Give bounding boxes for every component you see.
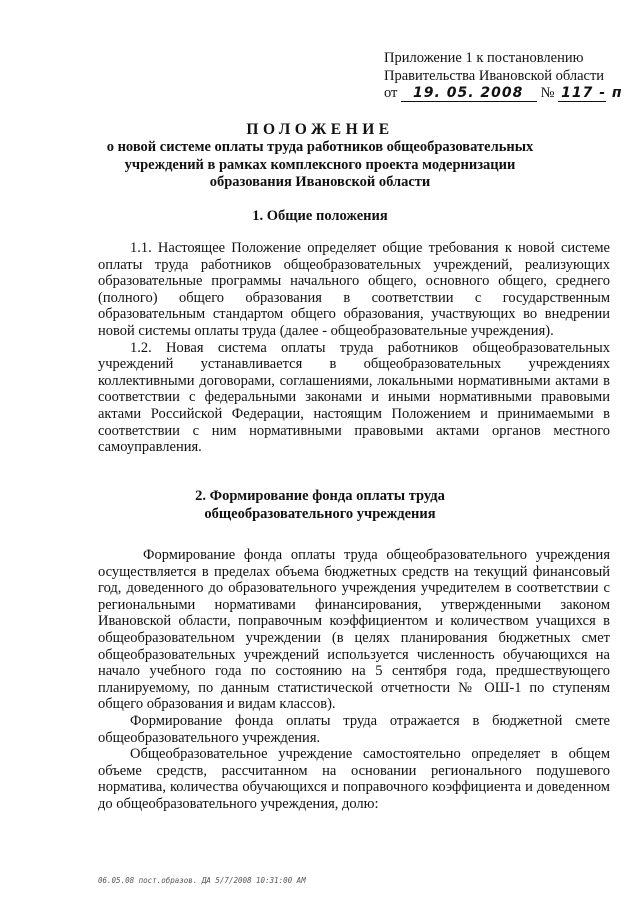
section-2-heading-line-1: 2. Формирование фонда оплаты труда [195,488,445,504]
section-1-heading: 1. Общие положения [252,208,388,224]
appendix-line-2: Правительства Ивановской области [384,67,605,84]
paragraph-1-2: 1.2. Новая система оплаты труда работников общеобразовательных учреждений устанавливается в общеобразовательных учреждениях коллективными договорами, соглашениями, локальными нормативными актами в соответствии с федеральными законами и иными нормативными правовыми актами Российской Федерации, настоящим Положением и принимаемыми в соответствии с ним нормативными правовыми актами органов местного самоуправления. [98,339,610,456]
section-1-body [98,240,610,456]
appendix-reference [384,50,624,103]
footer-file-stamp: 06.05.08 пост.образов. ДА 5/7/2008 10:31:00 AM [98,876,306,885]
document-title: ПОЛОЖЕНИЕ [246,121,394,138]
handwritten-number: 117 - п [558,86,606,102]
section-2-heading [100,488,540,523]
section-2-body [98,547,610,813]
from-label: от [384,85,398,101]
appendix-line-1: Приложение 1 к постановлению [384,50,584,66]
paragraph-2-1: Формирование фонда оплаты труда общеобразовательного учреждения осуществляется в пределах объема бюджетных средств на текущий финансовый год, доведенного до образовательного учреждения учредителем в соответствии с региональными нормативами финансирования, утвержденными законом Ивановской области, поправочным коэффициентом и количеством учащихся в общеобразовательном учреждении (в целях планирования бюджетных смет общеобразовательных учреждений используется численность обучающихся на начало учебного года по состоянию на 5 сентября года, предшествующего планируемому, по данным статистической отчетности № ОШ-1 по ступеням общего образования и видам классов). [98,547,610,713]
document-title-block [100,120,540,192]
appendix-date-line [384,85,624,103]
paragraph-1-1: 1.1. Настоящее Положение определяет общие требования к новой системе оплаты труда работников общеобразовательных учреждений, реализующих образовательные программы начального общего, основного общего, среднего (полного) общего образования в соответствии с государственным образовательным стандартом общего образования, участвующих во внедрении новой системы оплаты труда (далее - общеобразовательные учреждения). [98,240,610,339]
paragraph-2-3: Общеобразовательное учреждение самостоятельно определяет в общем объеме средств, рассчитанном на основании регионального подушевого норматива, количества обучающихся и поправочного коэффициента и доведенном до общеобразовательного учреждения, долю: [98,746,610,812]
section-2-heading-line-2: общеобразовательного учреждения [204,505,436,522]
paragraph-2-2: Формирование фонда оплаты труда отражается в бюджетной смете общеобразовательного учреждения. [98,712,610,746]
handwritten-date: 19. 05. 2008 [401,86,537,102]
document-subtitle: о новой системе оплаты труда работников общеобразовательных учреждений в рамках комплексного проекта модернизации образования Ивановской области [106,139,534,190]
number-label: № [540,85,555,101]
